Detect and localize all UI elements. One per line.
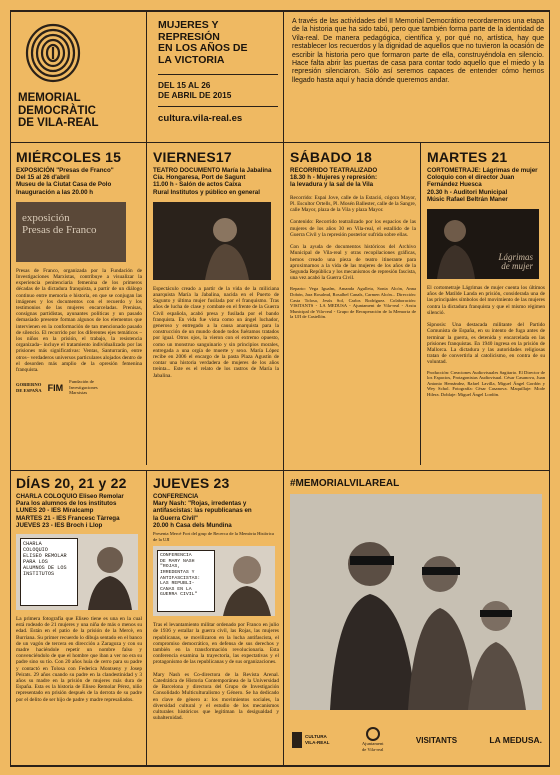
intro-text: A través de las actividades del II Memorial Democrático recordaremos una etapa de la historia que ha sido tabú, pero que también forma parte de la identidad de Vila-real. De manera pedagógica, científica y, por qué no, artística, hay que restablecer los recuerdos y la dignidad de aquellos que no tuvieron la ocasión de escribir la historia pero que formaron parte de ella, construyéndola en silencio. Hace falta abrir las puertas de casa para contar todo aquello que el miedo y la represión silenciaron. Sólo así seremos capaces de entender cómo hemos llegado hasta aquí y hacia dónde queremos andar.	[292, 18, 544, 84]
day-title: SÁBADO 18	[290, 150, 372, 165]
actress-image	[153, 202, 271, 280]
divider	[283, 10, 284, 765]
org-block	[18, 16, 138, 136]
ajuntament-logo-icon	[366, 727, 380, 741]
day-body: La primera fotografía que Eliseo tiene es una en la cual está rodeado de 21 mujeres y una niña de más o menos su edad. Están en el patio de la prisión de la Mercè, en Burriana. Su primer recuerdo lo dibuja sentado en el banco de un vagón de tercera en dirección a Zaragoza y con su madre haciéndole repetir un nombre falso y convenciéndolo de que el hombre que iban a ver no era su padre sino su tío. Con 20 años huía de cerro para su padre y contactó en Tolosa con Federica Montseny y Josep Peirats. 29 años cuando su padre en la clandestinidad y 3 años su madre en la prisión de mujeres más dura de España. Esta es la historia de Eliseo Remolar Pérez, niño representado en prisión después de la derrota de su padre por el delito de ser hijo de padre y madre represaliados.	[16, 616, 142, 703]
divider	[10, 142, 550, 143]
day-subtitle: CONFERENCIA Mary Nash: "Rojas, irredentas y antifascistas: las republicanas en la Guerra Civil" 20.00 h Casa dels Mundina	[153, 493, 252, 529]
bottom-border	[10, 765, 550, 767]
cultura-logo	[292, 732, 330, 748]
divider	[549, 10, 550, 765]
divider	[10, 10, 11, 765]
hashtag[interactable]: #MEMORIALVILAREAL	[290, 478, 400, 489]
fim-logo: FIM	[47, 382, 64, 393]
fingerprint-icon	[24, 22, 82, 84]
divider	[420, 142, 421, 465]
group-photo	[290, 494, 542, 710]
day-title: DÍAS 20, 21 y 22	[16, 476, 127, 491]
cultura-logo-text: CULTURA VILA-REAL	[305, 734, 330, 745]
speaker-image	[82, 534, 138, 610]
day-body: Espectáculo creado a partir de la vida de la miliciana anarquista María la Jabalina, nacida en el Puerto de Sagunto y última mujer fusilada por el franquismo. Tras años de lucha de clase y combate en el frente de la Guerra Civil española, acabó presa y fusilada por el bando franquista. En vida fue vista como un ángel luchador, generoso y entregado a la causa anarquista para la construcción de un mundo donde todos fuéramos tratados por igual. Otros ojos, la vieron con el extremo opuesto, como un monstruo sanguinario y sin principios morales, entregada a una orgía de muerte y sexo. María López recibe en 2006 el encargo de la pasta Plaza Agustín de contar una historia verdadera de mujeres de los años treinta... Este es el relato de los rastros de María la Jabalina.	[153, 285, 279, 379]
day-subtitle: EXPOSICIÓN "Presas de Franco" Del 15 al 26 d'abril Museu de la Ciutat Casa de Polo Inauguración a las 20.00 h	[16, 167, 114, 196]
day-title: MIÉRCOLES 15	[16, 150, 122, 165]
dias-column	[16, 476, 142, 762]
day-title: MARTES 21	[427, 150, 508, 165]
divider	[10, 470, 550, 471]
day-body: Presas de Franco, organizada por la Fundación de Investigaciones Marxistas, contribuye a visualizar la experiencia penitenciaria femenina de los primeros décadas de la dictadura franquista, a partir de un diálogo continuo entre memoria e historia, en que se conjugan las imágenes y los documentos con el recuerdo y los testimonios de las mujeres encarceladas. Prenisas, consignas partidistas, ayunantes políticas y un pasado demasiado presente forman algunos de los elementos que intervienen en la conformación de tan mencionado pasado de silencio. El recorrido por los diferentes ejes temáticos –los niños en la prisión, el trabajo, la resistencia organizada– incluye el tratamiento individualizado por las prisiones más significativas: Ventas, Santurrarán, entre otros– verdaderos universos particulares alojados dentro de el desorden más amplio de la opresión femenina franquista.	[16, 267, 142, 374]
theatre-photo	[153, 202, 271, 280]
film-photo	[427, 209, 539, 279]
day-body: Recorrido: Espai Jove, calle de la Estació, cógora Mayor, Pl. Escultor Ortells, Pl. Mosén Ballester, calle de la Sangre, calle Mayor, plaza de la Vila y plaza Mayor. Contenido: Recorrido teatralizado por los espacios de las mujeres de los años 30 en Vila-real, el estallido de la Guerra Civil y la represión posterior sufrida sobre ellas. Con la ayuda de documentos históricos del Archivo Municipal de Vila-real y otras recopilaciones gráficas, hemos creado una pieza de teatro itinerante para aproximarnos a la vida de las mujeres de los años de la Segunda República y los mecanismos de represión fascista, una vez acabó la Guerra Civil.	[290, 194, 416, 282]
ajuntament-logo-text: Ajuntament de Vila-real	[361, 741, 384, 752]
fim-logo-text: Fundación de Investigaciones Marxistas	[69, 379, 98, 396]
presenter: Presenta Mercè Fort del grup de Recerca de la Memòria Històrica de la UJI	[153, 531, 274, 542]
day-subtitle: TEATRO DOCUMENTO María la Jabalina Cía. Hongaresa, Port de Sagunt 11.00 h - Salón de actos Caixa Rural Institutos y público en general	[153, 167, 272, 196]
speaker-image	[219, 546, 275, 616]
day-body: Tras el levantamiento militar ordenado por Franco en julio de 1936 y estallar la guerra civil, las Rojas, las mujeres republicanas, se movilizaron en la lucha antifascista, el compromiso democrático, en defensa de sus derechos y también en la transformación revolucionaria. Esta conferencia examina la trayectoria, las expectativas y el protagonismo de las republicanas y de sus organizaciones. Mary Nash es Co-directora de la Revista Arenal. Catedrática de Historia Contemporánea de la Universidad de Barcelona y directora del Grupo de Investigación Consolidado Multiculturalismo y Género. Se ha dedicado en clave de género a: los movimientos sociales, la diversidad cultural y el estudio de los mecanismos culturales históricos que legitiman la desigualdad y subalternidad.	[153, 622, 279, 722]
sabado-column	[290, 150, 416, 466]
photo-caption: Lágrimas de mujer	[498, 252, 533, 272]
org-title: MEMORIAL DEMOCRÀTIC DE VILA-REAL	[18, 92, 99, 129]
jueves-column	[153, 476, 279, 762]
divider	[146, 10, 147, 465]
day-body: El cortometraje Lágrimas de mujer cuenta los últimos años de Matilde Landa en prisión, considerada una de las principales símbolos del movimiento de las mujeres contra la dictadura franquista y que el mismo régimen silenció. Sipnosis: Una destacada militante del Partido Comunista de España, en su intento de fuga antes de terminar la guerra, es detenida y encarcelada en las prisiones franquistas. En 1940 ingresa en la prisión de Mallorca. La dictadura y las autoridades religiosas tratan de convertirla al catolicismo, en contra de su voluntad.	[427, 285, 545, 366]
gobierno-logo: GOBIERNO DE ESPAÑA	[16, 382, 42, 393]
divider	[158, 106, 278, 107]
day-subtitle: CHARLA COLOQUIO Eliseo Remolar Para los alumnos de los institutos LUNES 20 - IES Miralcamp MARTES 21 - IES Francesc Tàrrega JUEVES 23 - IES Broch i Llop	[16, 493, 124, 529]
talk-photo	[16, 534, 138, 610]
divider	[146, 470, 147, 765]
event-website: cultura.vila-real.es	[158, 113, 243, 124]
conference-photo	[153, 546, 275, 616]
martes-column	[427, 150, 545, 466]
event-block	[158, 20, 278, 124]
sponsor-logos	[16, 379, 142, 396]
divider	[158, 74, 278, 75]
photo-caption: CONFERENCIA DE MARY NASH "ROJAS, IRREDENTAS Y ANTIFASCISTAS: LAS REPUBLI- CANAS EN LA GUERRA CIVIL"	[157, 550, 215, 612]
ajuntament-logo	[362, 727, 384, 752]
photo-caption: exposición Presas de Franco	[22, 211, 97, 236]
day-subtitle: RECORRIDO TEATRALIZADO 18.30 h - Mujeres y represión: la levadura y la sal de la Vila	[290, 167, 378, 189]
day-subtitle: CORTOMETRAJE: Lágrimas de mujer Coloquio con el director Juan Fernández Huesca 20.30 h - Auditori Municipal Músic Rafael Beltrán Maner	[427, 167, 538, 203]
day-title: JUEVES 23	[153, 476, 230, 491]
event-title: MUJERES Y REPRESIÓN EN LOS AÑOS DE LA VICTORIA	[158, 19, 248, 66]
group-photo-image	[290, 494, 542, 710]
day-credits: Reparto: Vega Igualm, Amanda Agulleta, Sonia Alcón, Anna Dobón, Jara Rosalmd, Rosalbel Canals, Carmen Alcón... Dirección: Casta Tolosa, Jesús Sol, Carlos Rodríguez. Colaboración: VISITANTS - LA MEDUSA - Ajuntament de Vila-real - Arxiu Municipal de Vila-real - Grupo de Recuperación de la Memoria de la UJI de Castellón.	[290, 286, 416, 320]
day-title: VIERNES17	[153, 150, 232, 165]
cultura-logo-icon	[292, 732, 302, 748]
miercoles-column	[16, 150, 142, 466]
day-credits: Producción: Creaciones Audiovisuales Sagitario. El Director de los Espacios, Protagonistas Audiovisual. César Casanova, Juan Antonio Hernández, Rafael Lavilla, Miguel Ángel Gordón y Wey Schol. Fotografía: César Casanova. Maquillaje: Mode Hilera. Doblaje: Miguel Ángel Lordón.	[427, 369, 545, 398]
top-border	[10, 10, 550, 12]
medusa-logo: LA MEDUSA.	[489, 735, 542, 745]
exhibition-photo	[16, 202, 126, 262]
viernes-column	[153, 150, 279, 466]
visitants-logo: VISITANTS	[415, 735, 458, 745]
event-dates: DEL 15 AL 26 DE ABRIL DE 2015	[158, 80, 232, 100]
footer-logos	[292, 720, 542, 760]
photo-caption: CHARLA COLOQUIO ELISEO REMOLAR PARA LOS ALUMNOS DE LOS INSTITUTOS	[20, 538, 78, 606]
